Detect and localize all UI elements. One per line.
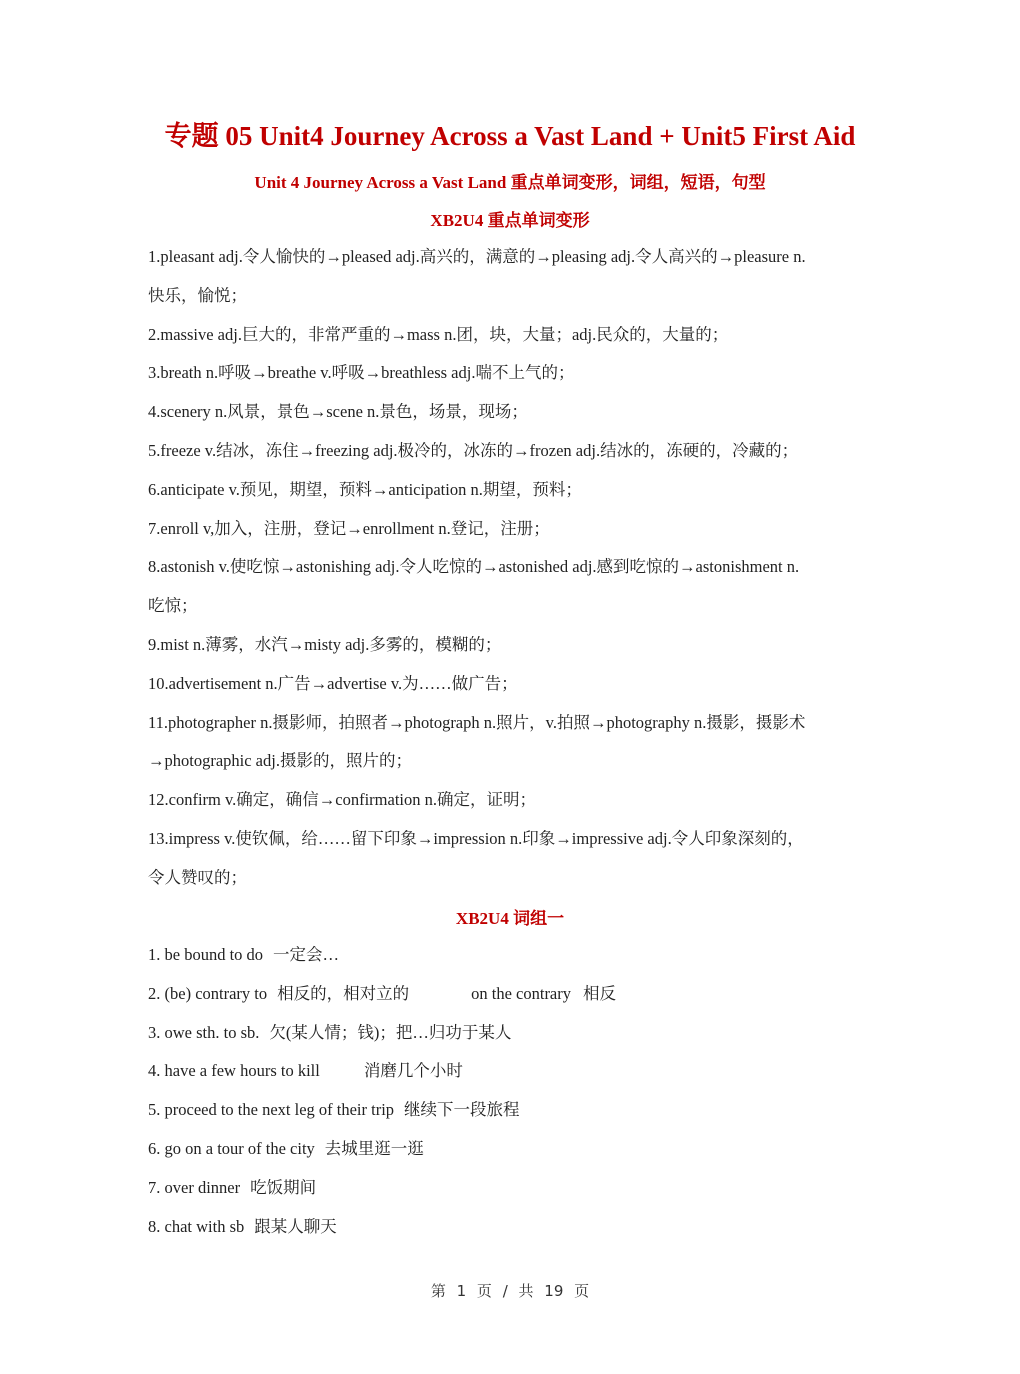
vocab-line: 快乐，愉悦；: [148, 285, 247, 305]
vocab-line: 3.breath n.呼吸→breathe v.呼吸→breathless adj.喘不上气的；: [148, 363, 575, 383]
phrase-item: [148, 1014, 883, 1053]
phrase-chinese: 相反的，相对立的: [277, 983, 410, 1003]
vocab-section-heading: XB2U4 重点单词变形: [430, 211, 590, 230]
vocab-line: 12.confirm v.确定，确信→confirmation n.确定，证明；: [148, 790, 537, 810]
phrase-item: [148, 975, 883, 1014]
page-footer: 第 1 页 / 共 19 页: [430, 1282, 590, 1300]
phrase-english: 4. have a few hours to kill: [148, 1061, 320, 1081]
phrase-item: [148, 1169, 883, 1208]
phrase-chinese: 一定会…: [273, 945, 340, 964]
phrase-section-heading: XB2U4 词组一: [455, 909, 565, 928]
phrase-chinese: 去城里逛一逛: [324, 1138, 424, 1158]
vocab-list: [148, 238, 883, 898]
phrase-english: 6. go on a tour of the city: [148, 1138, 315, 1158]
phrase-english: 2. (be) contrary to: [148, 983, 268, 1003]
phrase-english: 1. be bound to do: [148, 945, 264, 964]
vocab-line: 吃惊；: [148, 596, 198, 616]
vocab-line: 11.photographer n.摄影师，拍照者→photograph n.照片，v.拍照→photography n.摄影，摄影术: [148, 712, 806, 732]
phrase-item: [148, 1052, 883, 1091]
phrase-item: [148, 1208, 883, 1247]
vocab-line: 2.massive adj.巨大的，非常严重的→mass n.团，块，大量；adj.民众的，大量的；: [148, 324, 729, 344]
phrase-english: 5. proceed to the next leg of their trip: [148, 1100, 395, 1120]
phrase-chinese: 吃饭期间: [250, 1177, 317, 1197]
phrase-item: [148, 1130, 883, 1169]
vocab-line: 9.mist n.薄雾，水汽→misty adj.多雾的，模糊的；: [148, 634, 502, 654]
phrase-chinese: 消磨几个小时: [363, 1061, 463, 1081]
vocab-line: 4.scenery n.风景，景色→scene n.景色，场景，现场；: [148, 402, 528, 422]
phrase-item: [148, 1091, 883, 1130]
vocab-line: 7.enroll v,加入，注册，登记→enrollment n.登记，注册；: [148, 518, 550, 538]
vocab-line: 5.freeze v.结冰，冻住→freezing adj.极冷的，冰冻的→frozen adj.结冰的，冻硬的，冷藏的；: [148, 440, 799, 460]
phrase-chinese: 跟某人聊天: [254, 1216, 337, 1236]
vocab-line: 8.astonish v.使吃惊→astonishing adj.令人吃惊的→astonished adj.感到吃惊的→astonishment n.: [148, 557, 800, 577]
vocab-line: →photographic adj.摄影的，照片的；: [148, 751, 412, 771]
phrase-english: 7. over dinner: [148, 1177, 241, 1197]
phrase-list: [148, 936, 883, 1246]
phrase-chinese: 欠(某人情；钱)；把…归功于某人: [269, 1022, 512, 1042]
vocab-line: 1.pleasant adj.令人愉快的→pleased adj.高兴的，满意的→pleasing adj.令人高兴的→pleasure n.: [148, 247, 806, 266]
vocab-line: 6.anticipate v.预见，期望，预料→anticipation n.期望，预料；: [148, 479, 582, 499]
document-title: 专题 05 Unit4 Journey Across a Vast Land + Unit5 First Aid: [164, 121, 856, 151]
document-subtitle: Unit 4 Journey Across a Vast Land 重点单词变形，词组，短语，句型: [254, 173, 766, 192]
vocab-line: 10.advertisement n.广告→advertise v.为……做广告；: [148, 673, 518, 693]
vocab-line: 13.impress v.使钦佩，给……留下印象→impression n.印象→impressive adj.令人印象深刻的，: [148, 828, 804, 848]
phrase-english: 3. owe sth. to sb.: [148, 1022, 260, 1042]
phrase-english-alt: on the contrary: [471, 983, 572, 1003]
phrase-chinese: 继续下一段旅程: [404, 1100, 520, 1120]
phrase-chinese-alt: 相反: [583, 983, 617, 1003]
phrase-english: 8. chat with sb: [148, 1216, 245, 1236]
vocab-line: 令人赞叹的；: [148, 867, 247, 887]
phrase-item: [148, 936, 883, 975]
